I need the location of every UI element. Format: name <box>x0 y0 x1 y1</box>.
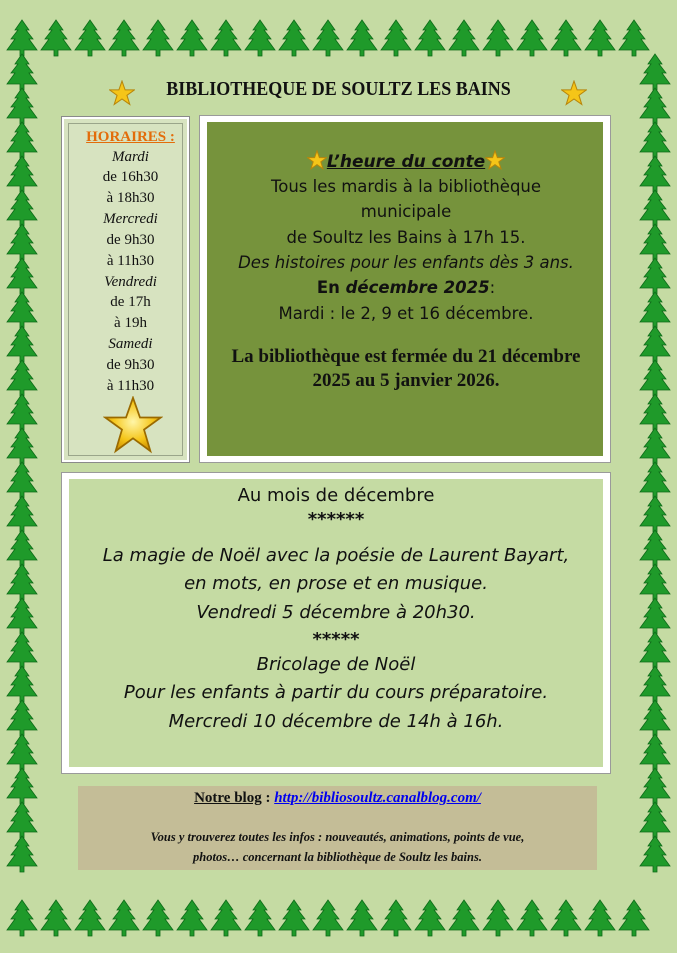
tree-icon <box>41 900 71 936</box>
december-events-box <box>61 472 611 774</box>
tree-icon <box>619 20 649 56</box>
month-suffix: : <box>489 278 496 297</box>
story-time-text: municipale <box>360 202 452 221</box>
story-time-month <box>207 278 605 297</box>
closure-notice: 2025 au 5 janvier 2026. <box>312 370 500 391</box>
tree-icon <box>585 20 615 56</box>
star-icon <box>307 150 327 170</box>
event-date: Vendredi 5 décembre à 20h30. <box>196 602 476 623</box>
hours-time: de 17h <box>110 294 151 310</box>
blog-colon: : <box>261 790 275 806</box>
story-time-text: de Soultz les Bains à 17h 15. <box>286 228 526 247</box>
tree-icon <box>517 20 547 56</box>
tree-icon <box>640 530 670 566</box>
tree-icon <box>41 20 71 56</box>
tree-icon <box>313 20 343 56</box>
tree-icon <box>449 20 479 56</box>
tree-icon <box>381 20 411 56</box>
tree-icon <box>177 900 207 936</box>
blog-heading <box>78 790 597 807</box>
tree-icon <box>640 428 670 464</box>
blog-label: Notre blog <box>194 790 262 806</box>
hours-time: à 11h30 <box>106 378 155 394</box>
page-title: BIBLIOTHEQUE DE SOULTZ LES BAINS <box>166 78 511 100</box>
separator: ***** <box>312 629 360 650</box>
hours-time: de 16h30 <box>102 169 159 185</box>
blog-link[interactable]: http://bibliosoultz.canalblog.com/ <box>274 790 481 806</box>
event-title: Bricolage de Noël <box>256 654 416 675</box>
tree-icon <box>640 632 670 668</box>
event-description: La magie de Noël avec la poésie de Laurent Bayart, <box>102 545 570 566</box>
tree-icon <box>640 326 670 362</box>
hours-time: de 9h30 <box>106 232 155 248</box>
tree-icon <box>640 54 670 90</box>
opening-hours-inner <box>68 123 183 456</box>
tree-icon <box>7 700 37 736</box>
hours-time: à 18h30 <box>106 190 155 206</box>
tree-icon <box>279 900 309 936</box>
tree-icon <box>7 258 37 294</box>
tree-icon <box>109 20 139 56</box>
hours-heading: HORAIRES : <box>86 129 175 145</box>
tree-icon <box>245 900 275 936</box>
closure-notice: La bibliothèque est fermée du 21 décembre <box>231 346 581 367</box>
star-icon <box>485 150 505 170</box>
hours-time: à 19h <box>114 315 147 331</box>
tree-icon <box>7 54 37 90</box>
tree-icon <box>640 224 670 260</box>
tree-icon <box>7 292 37 328</box>
tree-icon <box>7 768 37 804</box>
story-time-audience: Des histoires pour les enfants dès 3 ans. <box>238 253 574 272</box>
tree-icon <box>640 88 670 124</box>
month-prefix: En <box>316 278 346 297</box>
hours-day: Samedi <box>108 336 153 352</box>
tree-icon <box>640 360 670 396</box>
tree-icon <box>640 836 670 872</box>
story-time-box <box>199 115 611 463</box>
event-description: en mots, en prose et en musique. <box>184 573 488 594</box>
tree-icon <box>7 394 37 430</box>
blog-box <box>78 786 597 870</box>
tree-icon <box>7 326 37 362</box>
tree-icon <box>449 900 479 936</box>
tree-icon <box>7 666 37 702</box>
tree-icon <box>7 900 37 936</box>
tree-icon <box>640 122 670 158</box>
tree-icon <box>483 20 513 56</box>
story-time-dates: Mardi : le 2, 9 et 16 décembre. <box>278 304 534 323</box>
story-time-inner <box>207 122 603 456</box>
tree-icon <box>381 900 411 936</box>
hours-time: à 11h30 <box>106 253 155 269</box>
tree-icon <box>640 496 670 532</box>
tree-icon <box>483 900 513 936</box>
tree-icon <box>347 900 377 936</box>
blog-info: Vous y trouverez toutes les infos : nouveautés, animations, points de vue, <box>150 830 525 844</box>
tree-icon <box>640 394 670 430</box>
tree-icon <box>640 190 670 226</box>
tree-icon <box>640 156 670 192</box>
tree-icon <box>7 156 37 192</box>
tree-icon <box>211 20 241 56</box>
hours-day: Mercredi <box>103 211 158 227</box>
tree-icon <box>245 20 275 56</box>
tree-icon <box>619 900 649 936</box>
tree-icon <box>640 462 670 498</box>
tree-icon <box>517 900 547 936</box>
tree-icon <box>640 598 670 634</box>
tree-icon <box>640 768 670 804</box>
tree-icon <box>7 224 37 260</box>
tree-icon <box>7 598 37 634</box>
event-date: Mercredi 10 décembre de 14h à 16h. <box>168 711 504 732</box>
hours-day: Mardi <box>112 149 149 165</box>
hours-time: de 9h30 <box>106 357 155 373</box>
story-time-title: L’heure du conte <box>326 152 486 172</box>
tree-icon <box>640 802 670 838</box>
tree-icon <box>585 900 615 936</box>
tree-icon <box>7 20 37 56</box>
tree-icon <box>347 20 377 56</box>
tree-icon <box>640 666 670 702</box>
star-icon <box>103 396 163 454</box>
story-time-heading <box>207 150 605 172</box>
event-description: Pour les enfants à partir du cours préparatoire. <box>123 682 549 703</box>
separator: ****** <box>307 509 365 530</box>
tree-icon <box>313 900 343 936</box>
tree-icon <box>7 530 37 566</box>
star-icon <box>561 80 587 106</box>
tree-icon <box>7 496 37 532</box>
tree-icon <box>7 428 37 464</box>
december-events-inner <box>69 479 603 767</box>
tree-icon <box>7 462 37 498</box>
tree-icon <box>640 700 670 736</box>
tree-icon <box>640 258 670 294</box>
december-heading: Au mois de décembre <box>237 485 435 506</box>
tree-icon <box>7 802 37 838</box>
tree-icon <box>640 564 670 600</box>
tree-icon <box>7 360 37 396</box>
tree-icon <box>7 836 37 872</box>
tree-icon <box>109 900 139 936</box>
tree-icon <box>551 20 581 56</box>
tree-icon <box>211 900 241 936</box>
tree-icon <box>75 20 105 56</box>
tree-icon <box>143 20 173 56</box>
story-time-text: Tous les mardis à la bibliothèque <box>270 177 542 196</box>
tree-icon <box>551 900 581 936</box>
tree-icon <box>7 190 37 226</box>
tree-icon <box>7 734 37 770</box>
tree-icon <box>279 20 309 56</box>
tree-icon <box>415 900 445 936</box>
hours-day: Vendredi <box>104 274 157 290</box>
tree-icon <box>640 734 670 770</box>
tree-icon <box>75 900 105 936</box>
star-icon <box>109 80 135 106</box>
opening-hours-box <box>62 117 189 462</box>
blog-info: photos… concernant la bibliothèque de Soultz les bains. <box>193 850 482 864</box>
tree-icon <box>7 88 37 124</box>
tree-icon <box>177 20 207 56</box>
tree-icon <box>143 900 173 936</box>
month-name: décembre 2025 <box>345 278 490 297</box>
tree-icon <box>7 632 37 668</box>
tree-icon <box>7 564 37 600</box>
tree-icon <box>415 20 445 56</box>
tree-icon <box>640 292 670 328</box>
tree-icon <box>7 122 37 158</box>
